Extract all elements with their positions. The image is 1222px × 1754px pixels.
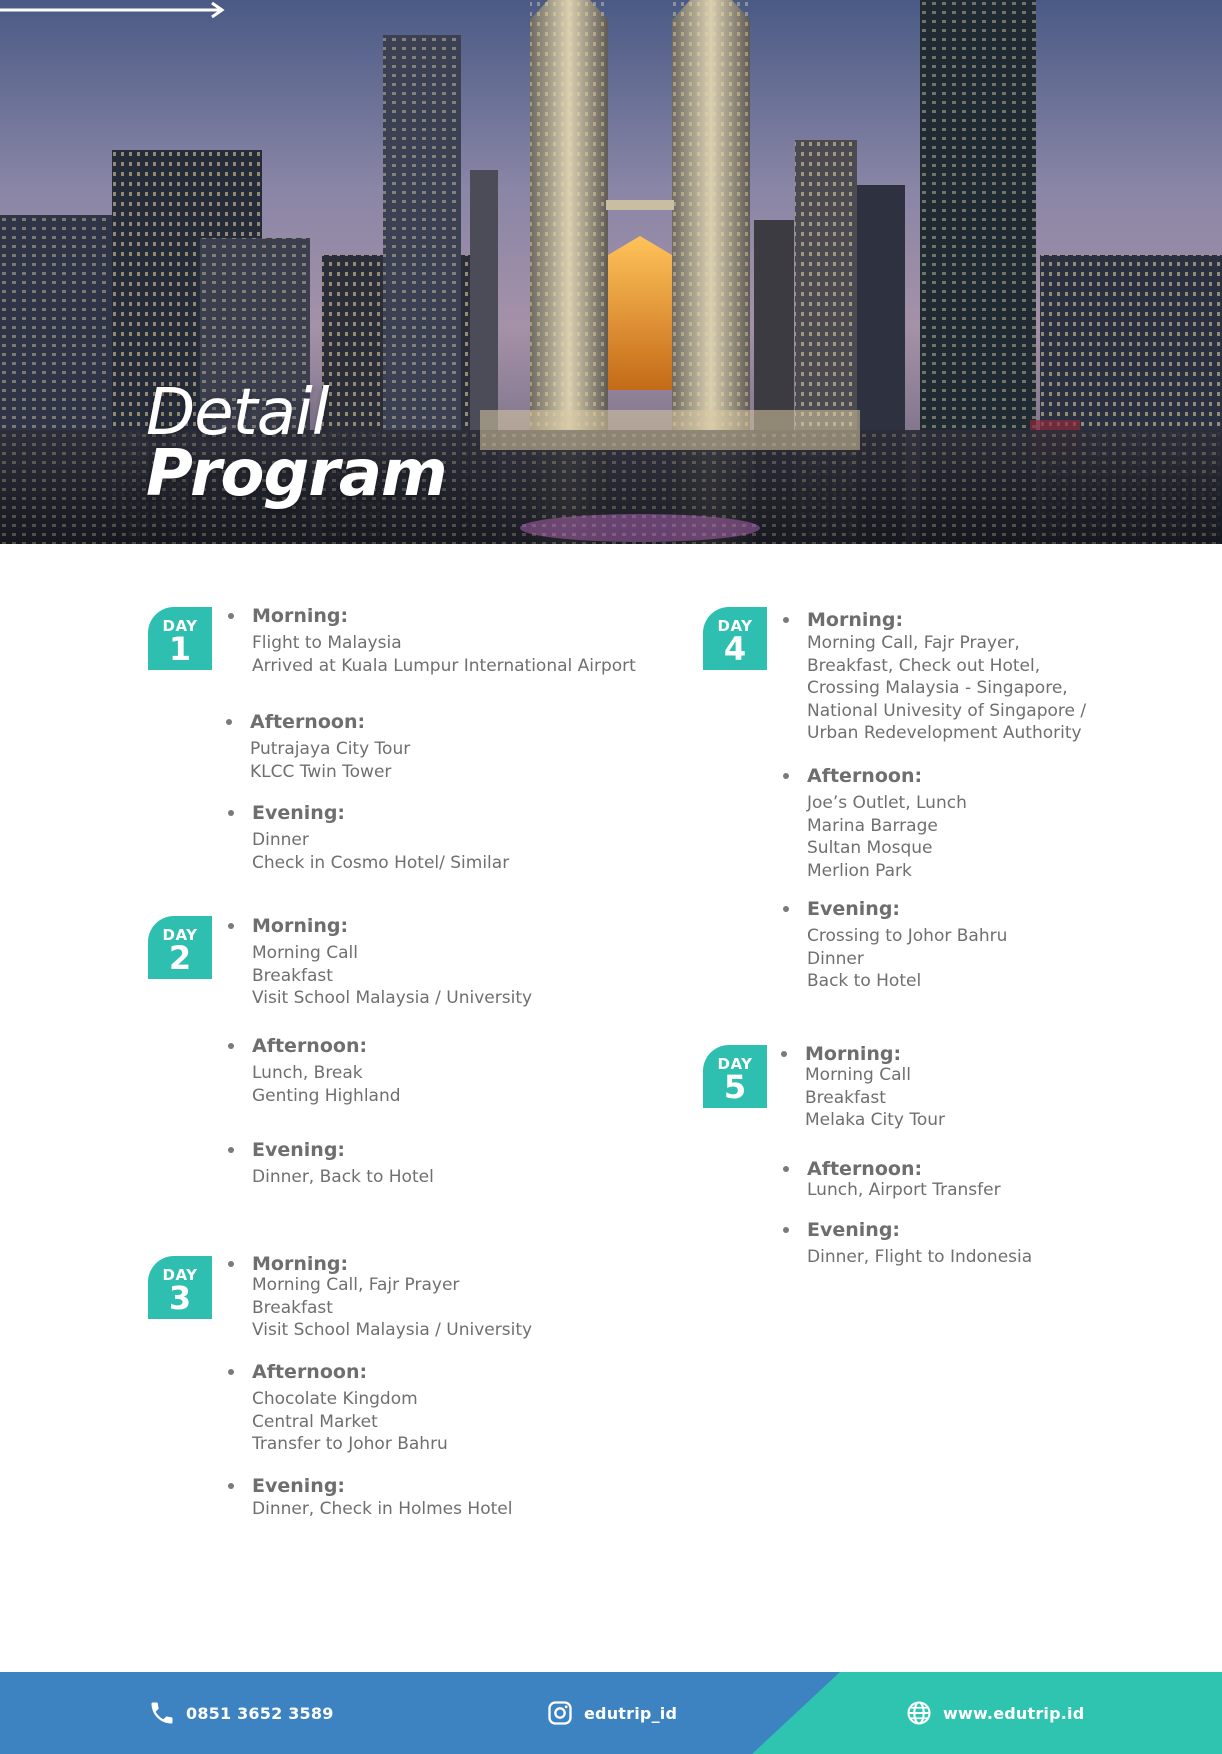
bullet-icon: [228, 1483, 234, 1489]
slot-title: Evening:: [252, 1475, 346, 1497]
footer-website[interactable]: [905, 1672, 1084, 1754]
slot-title: Evening:: [252, 802, 346, 824]
slot-line: Breakfast: [805, 1087, 886, 1108]
bullet-icon: [228, 1147, 234, 1153]
day-4-afternoon: [807, 764, 967, 882]
bullet-icon: [228, 1043, 234, 1049]
day-label: DAY: [717, 617, 753, 635]
footer-bar: [0, 1672, 1222, 1754]
bullet-icon: [783, 1166, 789, 1172]
day-5-evening: [807, 1218, 1032, 1269]
day-number: 5: [723, 1068, 747, 1106]
website-url: www.edutrip.id: [943, 1703, 1085, 1723]
footer-instagram[interactable]: [546, 1672, 677, 1754]
day-1-badge: [148, 607, 212, 670]
day-number: 1: [168, 630, 192, 668]
slot-line: Melaka City Tour: [805, 1110, 946, 1130]
day-number: 2: [168, 939, 192, 977]
bullet-icon: [783, 1227, 789, 1233]
slot-title: Afternoon:: [807, 1158, 923, 1180]
slot-line: Dinner: [807, 948, 864, 969]
slot-line: Morning Call, Fajr Prayer: [252, 1275, 460, 1295]
footer-phone[interactable]: [148, 1672, 334, 1754]
slot-line: Breakfast: [252, 1297, 333, 1318]
slot-line: Chocolate Kingdom: [252, 1389, 418, 1409]
day-5-morning: [805, 1042, 945, 1132]
day-label: DAY: [162, 1266, 198, 1284]
slot-title: Evening:: [807, 1219, 901, 1241]
slot-line: Urban Redevelopment Authority: [807, 723, 1082, 743]
globe-icon: [905, 1699, 933, 1727]
bullet-icon: [228, 810, 234, 816]
slot-line: Morning Call, Fajr Prayer,: [807, 633, 1020, 653]
slot-line: Putrajaya City Tour: [250, 739, 411, 759]
slot-title: Morning:: [252, 605, 349, 627]
day-number: 4: [723, 630, 747, 668]
day-2-badge: [148, 916, 212, 979]
hero-banner: [0, 0, 1222, 544]
slot-title: Morning:: [252, 1253, 349, 1275]
arrow-right-icon: [0, 0, 230, 20]
slot-line: Dinner, Flight to Indonesia: [807, 1247, 1033, 1267]
slot-title: Morning:: [805, 1043, 902, 1065]
slot-line: Breakfast: [252, 965, 333, 986]
slot-line: National Univesity of Singapore /: [807, 700, 1087, 721]
slot-title: Afternoon:: [250, 711, 366, 733]
bullet-icon: [226, 719, 232, 725]
slot-line: Lunch, Airport Transfer: [807, 1180, 1001, 1200]
slot-line: Central Market: [252, 1411, 378, 1432]
day-4-morning: [807, 608, 1086, 745]
hero-title-line2: Program: [146, 437, 447, 511]
slot-line: Marina Barrage: [807, 815, 938, 836]
slot-line: Transfer to Johor Bahru: [252, 1434, 448, 1454]
slot-line: Flight to Malaysia: [252, 633, 402, 653]
day-3-evening: [252, 1474, 512, 1521]
bullet-icon: [228, 1261, 234, 1267]
day-label: DAY: [162, 617, 198, 635]
day-4-evening: [807, 897, 1007, 993]
slot-line: Crossing Malaysia - Singapore,: [807, 678, 1068, 698]
hero-title: [146, 376, 447, 511]
slot-title: Afternoon:: [807, 765, 923, 787]
slot-line: Dinner, Check in Holmes Hotel: [252, 1499, 513, 1519]
bullet-icon: [228, 923, 234, 929]
day-1-evening: [252, 801, 509, 874]
day-3-morning: [252, 1252, 532, 1342]
bullet-icon: [781, 1051, 787, 1057]
slot-line: Joe’s Outlet, Lunch: [807, 793, 967, 813]
day-3-afternoon: [252, 1360, 448, 1456]
day-5-badge: [703, 1045, 767, 1108]
slot-line: KLCC Twin Tower: [250, 761, 392, 782]
slot-line: Crossing to Johor Bahru: [807, 926, 1008, 946]
slot-line: Check in Cosmo Hotel/ Similar: [252, 852, 510, 873]
day-2-evening: [252, 1138, 434, 1189]
slot-title: Evening:: [807, 898, 901, 920]
day-5-afternoon: [807, 1157, 1001, 1202]
day-label: DAY: [162, 926, 198, 944]
day-3-badge: [148, 1256, 212, 1319]
bullet-icon: [228, 1369, 234, 1375]
bullet-icon: [783, 773, 789, 779]
day-number: 3: [168, 1279, 192, 1317]
slot-line: Back to Hotel: [807, 971, 922, 991]
slot-line: Breakfast, Check out Hotel,: [807, 655, 1041, 676]
slot-line: Visit School Malaysia / University: [252, 1320, 533, 1340]
hero-title-line1: Detail: [146, 376, 329, 450]
instagram-handle: edutrip_id: [584, 1703, 678, 1723]
slot-title: Afternoon:: [252, 1361, 368, 1383]
day-label: DAY: [717, 1055, 753, 1073]
day-4-badge: [703, 607, 767, 670]
slot-title: Morning:: [807, 609, 904, 631]
slot-line: Arrived at Kuala Lumpur International Airport: [252, 655, 636, 676]
day-2-afternoon: [252, 1034, 401, 1107]
slot-line: Sultan Mosque: [807, 838, 933, 858]
day-2-morning: [252, 914, 532, 1010]
bullet-icon: [783, 617, 789, 623]
bullet-icon: [783, 906, 789, 912]
slot-line: Morning Call: [805, 1065, 911, 1085]
slot-title: Afternoon:: [252, 1035, 368, 1057]
slot-line: Morning Call: [252, 943, 358, 963]
day-1-afternoon: [250, 710, 410, 783]
slot-line: Genting Highland: [252, 1085, 401, 1106]
instagram-icon: [546, 1699, 574, 1727]
slot-line: Visit School Malaysia / University: [252, 988, 533, 1008]
bullet-icon: [228, 613, 234, 619]
phone-icon: [148, 1699, 176, 1727]
slot-line: Merlion Park: [807, 860, 912, 881]
slot-line: Dinner, Back to Hotel: [252, 1167, 434, 1187]
slot-line: Lunch, Break: [252, 1063, 363, 1083]
slot-line: Dinner: [252, 830, 309, 850]
slot-title: Morning:: [252, 915, 349, 937]
slot-title: Evening:: [252, 1139, 346, 1161]
day-1-morning: [252, 604, 636, 677]
phone-number: 0851 3652 3589: [186, 1703, 334, 1723]
